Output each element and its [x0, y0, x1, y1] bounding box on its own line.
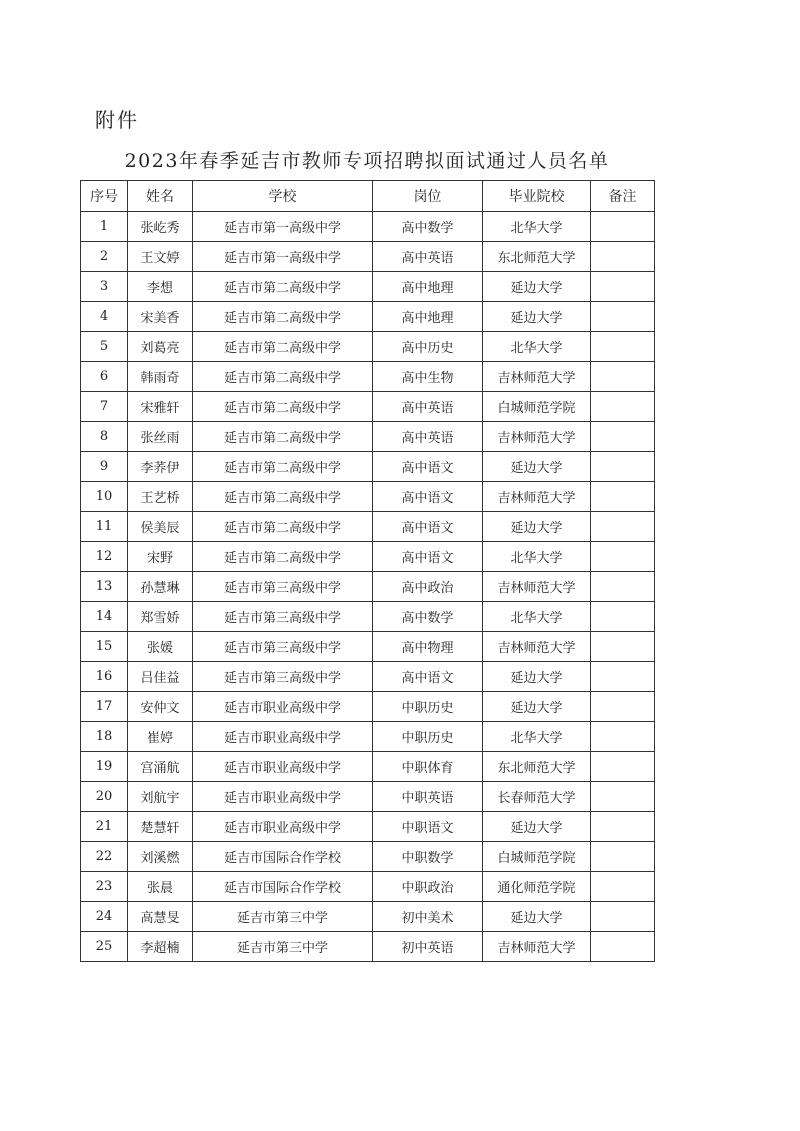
cell-remarks: [591, 722, 655, 752]
cell-name: 宋雅轩: [128, 392, 193, 422]
table-row: [81, 362, 655, 392]
cell-remarks: [591, 632, 655, 662]
cell-serial-number: 22: [81, 842, 128, 872]
cell-graduate-institution: 延边大学: [483, 692, 591, 722]
table-row: [81, 452, 655, 482]
table-row: [81, 902, 655, 932]
table-row: [81, 302, 655, 332]
cell-graduate-institution: 北华大学: [483, 542, 591, 572]
cell-remarks: [591, 512, 655, 542]
cell-remarks: [591, 482, 655, 512]
cell-school: 延吉市国际合作学校: [193, 872, 373, 902]
cell-school: 延吉市职业高级中学: [193, 752, 373, 782]
cell-graduate-institution: 北华大学: [483, 212, 591, 242]
cell-remarks: [591, 752, 655, 782]
cell-graduate-institution: 延边大学: [483, 272, 591, 302]
cell-position: 初中美术: [373, 902, 483, 932]
cell-remarks: [591, 452, 655, 482]
cell-position: 高中地理: [373, 272, 483, 302]
cell-name: 宫涌航: [128, 752, 193, 782]
table-row: [81, 422, 655, 452]
cell-serial-number: 1: [81, 212, 128, 242]
cell-graduate-institution: 吉林师范大学: [483, 932, 591, 962]
header-serial-number: 序号: [81, 181, 128, 212]
cell-serial-number: 7: [81, 392, 128, 422]
cell-graduate-institution: 白城师范学院: [483, 842, 591, 872]
cell-school: 延吉市第二高级中学: [193, 422, 373, 452]
cell-remarks: [591, 692, 655, 722]
cell-name: 张屹秀: [128, 212, 193, 242]
cell-position: 中职历史: [373, 722, 483, 752]
cell-remarks: [591, 842, 655, 872]
table-row: [81, 602, 655, 632]
cell-graduate-institution: 延边大学: [483, 302, 591, 332]
cell-serial-number: 9: [81, 452, 128, 482]
cell-position: 初中英语: [373, 932, 483, 962]
cell-name: 韩雨奇: [128, 362, 193, 392]
cell-name: 张媛: [128, 632, 193, 662]
cell-graduate-institution: 延边大学: [483, 512, 591, 542]
cell-name: 李想: [128, 272, 193, 302]
cell-remarks: [591, 362, 655, 392]
cell-graduate-institution: 东北师范大学: [483, 752, 591, 782]
cell-position: 中职数学: [373, 842, 483, 872]
cell-remarks: [591, 782, 655, 812]
cell-remarks: [591, 902, 655, 932]
cell-position: 中职历史: [373, 692, 483, 722]
header-remarks: 备注: [591, 181, 655, 212]
cell-school: 延吉市第二高级中学: [193, 362, 373, 392]
table-row: [81, 242, 655, 272]
cell-school: 延吉市第二高级中学: [193, 302, 373, 332]
cell-position: 中职英语: [373, 782, 483, 812]
cell-name: 吕佳益: [128, 662, 193, 692]
cell-school: 延吉市第二高级中学: [193, 392, 373, 422]
cell-serial-number: 6: [81, 362, 128, 392]
table-row: [81, 692, 655, 722]
cell-school: 延吉市职业高级中学: [193, 782, 373, 812]
cell-name: 安仲文: [128, 692, 193, 722]
cell-school: 延吉市职业高级中学: [193, 812, 373, 842]
cell-graduate-institution: 延边大学: [483, 662, 591, 692]
cell-graduate-institution: 吉林师范大学: [483, 572, 591, 602]
table-row: [81, 572, 655, 602]
cell-name: 刘溪燃: [128, 842, 193, 872]
cell-serial-number: 14: [81, 602, 128, 632]
table-row: [81, 632, 655, 662]
cell-school: 延吉市职业高级中学: [193, 692, 373, 722]
cell-graduate-institution: 延边大学: [483, 812, 591, 842]
cell-school: 延吉市第三高级中学: [193, 662, 373, 692]
cell-graduate-institution: 北华大学: [483, 602, 591, 632]
cell-name: 宋美香: [128, 302, 193, 332]
cell-serial-number: 5: [81, 332, 128, 362]
cell-graduate-institution: 北华大学: [483, 722, 591, 752]
cell-position: 高中地理: [373, 302, 483, 332]
cell-remarks: [591, 572, 655, 602]
cell-serial-number: 13: [81, 572, 128, 602]
cell-position: 中职语文: [373, 812, 483, 842]
table-row: [81, 392, 655, 422]
cell-serial-number: 3: [81, 272, 128, 302]
header-name: 姓名: [128, 181, 193, 212]
cell-remarks: [591, 392, 655, 422]
cell-graduate-institution: 延边大学: [483, 452, 591, 482]
cell-position: 高中数学: [373, 212, 483, 242]
cell-graduate-institution: 吉林师范大学: [483, 632, 591, 662]
cell-serial-number: 18: [81, 722, 128, 752]
cell-school: 延吉市第二高级中学: [193, 332, 373, 362]
document-title: 2023年春季延吉市教师专项招聘拟面试通过人员名单: [124, 150, 610, 172]
cell-name: 侯美辰: [128, 512, 193, 542]
table-row: [81, 872, 655, 902]
cell-serial-number: 25: [81, 932, 128, 962]
cell-remarks: [591, 422, 655, 452]
header-graduate-institution: 毕业院校: [483, 181, 591, 212]
cell-remarks: [591, 932, 655, 962]
table-row: [81, 752, 655, 782]
cell-name: 李荞伊: [128, 452, 193, 482]
cell-graduate-institution: 长春师范大学: [483, 782, 591, 812]
cell-serial-number: 10: [81, 482, 128, 512]
cell-school: 延吉市第三高级中学: [193, 602, 373, 632]
table-row: [81, 662, 655, 692]
table-row: [81, 542, 655, 572]
table-row: [81, 212, 655, 242]
cell-remarks: [591, 272, 655, 302]
table-header-row: [81, 181, 655, 212]
cell-serial-number: 23: [81, 872, 128, 902]
cell-position: 高中生物: [373, 362, 483, 392]
cell-serial-number: 11: [81, 512, 128, 542]
table-body: [81, 212, 655, 962]
cell-serial-number: 2: [81, 242, 128, 272]
cell-position: 高中数学: [373, 602, 483, 632]
cell-graduate-institution: 吉林师范大学: [483, 362, 591, 392]
cell-serial-number: 21: [81, 812, 128, 842]
table-row: [81, 722, 655, 752]
cell-serial-number: 4: [81, 302, 128, 332]
cell-position: 高中物理: [373, 632, 483, 662]
cell-graduate-institution: 东北师范大学: [483, 242, 591, 272]
table-row: [81, 332, 655, 362]
table-row: [81, 782, 655, 812]
cell-name: 崔婷: [128, 722, 193, 752]
cell-name: 郑雪娇: [128, 602, 193, 632]
cell-position: 高中政治: [373, 572, 483, 602]
cell-serial-number: 12: [81, 542, 128, 572]
table-row: [81, 812, 655, 842]
cell-serial-number: 16: [81, 662, 128, 692]
cell-remarks: [591, 242, 655, 272]
cell-remarks: [591, 332, 655, 362]
cell-school: 延吉市第二高级中学: [193, 272, 373, 302]
candidate-table: [80, 180, 655, 962]
cell-remarks: [591, 662, 655, 692]
cell-school: 延吉市第二高级中学: [193, 512, 373, 542]
cell-name: 宋野: [128, 542, 193, 572]
cell-serial-number: 24: [81, 902, 128, 932]
cell-remarks: [591, 212, 655, 242]
cell-serial-number: 19: [81, 752, 128, 782]
cell-position: 高中历史: [373, 332, 483, 362]
cell-name: 张晨: [128, 872, 193, 902]
cell-position: 高中语文: [373, 512, 483, 542]
table-row: [81, 272, 655, 302]
cell-position: 中职政治: [373, 872, 483, 902]
cell-school: 延吉市职业高级中学: [193, 722, 373, 752]
cell-name: 王文婷: [128, 242, 193, 272]
cell-school: 延吉市国际合作学校: [193, 842, 373, 872]
cell-remarks: [591, 602, 655, 632]
cell-school: 延吉市第二高级中学: [193, 482, 373, 512]
cell-position: 高中英语: [373, 242, 483, 272]
cell-position: 高中语文: [373, 662, 483, 692]
cell-position: 高中英语: [373, 422, 483, 452]
cell-name: 楚慧轩: [128, 812, 193, 842]
cell-school: 延吉市第三中学: [193, 932, 373, 962]
cell-name: 刘葛亮: [128, 332, 193, 362]
cell-school: 延吉市第二高级中学: [193, 542, 373, 572]
cell-graduate-institution: 吉林师范大学: [483, 422, 591, 452]
table-row: [81, 512, 655, 542]
cell-graduate-institution: 吉林师范大学: [483, 482, 591, 512]
cell-graduate-institution: 通化师范学院: [483, 872, 591, 902]
cell-school: 延吉市第一高级中学: [193, 242, 373, 272]
cell-name: 刘航宇: [128, 782, 193, 812]
cell-serial-number: 20: [81, 782, 128, 812]
cell-serial-number: 17: [81, 692, 128, 722]
cell-name: 张丝雨: [128, 422, 193, 452]
cell-position: 高中语文: [373, 452, 483, 482]
cell-serial-number: 15: [81, 632, 128, 662]
table-row: [81, 482, 655, 512]
cell-remarks: [591, 302, 655, 332]
attachment-label: 附件: [95, 108, 139, 132]
cell-remarks: [591, 872, 655, 902]
cell-school: 延吉市第二高级中学: [193, 452, 373, 482]
cell-position: 高中英语: [373, 392, 483, 422]
cell-name: 王艺桥: [128, 482, 193, 512]
cell-position: 高中语文: [373, 482, 483, 512]
cell-name: 李超楠: [128, 932, 193, 962]
cell-position: 高中语文: [373, 542, 483, 572]
header-position: 岗位: [373, 181, 483, 212]
cell-remarks: [591, 542, 655, 572]
table-row: [81, 932, 655, 962]
cell-position: 中职体育: [373, 752, 483, 782]
cell-graduate-institution: 延边大学: [483, 902, 591, 932]
cell-school: 延吉市第三高级中学: [193, 572, 373, 602]
cell-remarks: [591, 812, 655, 842]
cell-school: 延吉市第三中学: [193, 902, 373, 932]
header-school: 学校: [193, 181, 373, 212]
cell-name: 孙慧琳: [128, 572, 193, 602]
cell-graduate-institution: 白城师范学院: [483, 392, 591, 422]
cell-school: 延吉市第三高级中学: [193, 632, 373, 662]
table-row: [81, 842, 655, 872]
cell-school: 延吉市第一高级中学: [193, 212, 373, 242]
cell-serial-number: 8: [81, 422, 128, 452]
cell-graduate-institution: 北华大学: [483, 332, 591, 362]
cell-name: 高慧旻: [128, 902, 193, 932]
